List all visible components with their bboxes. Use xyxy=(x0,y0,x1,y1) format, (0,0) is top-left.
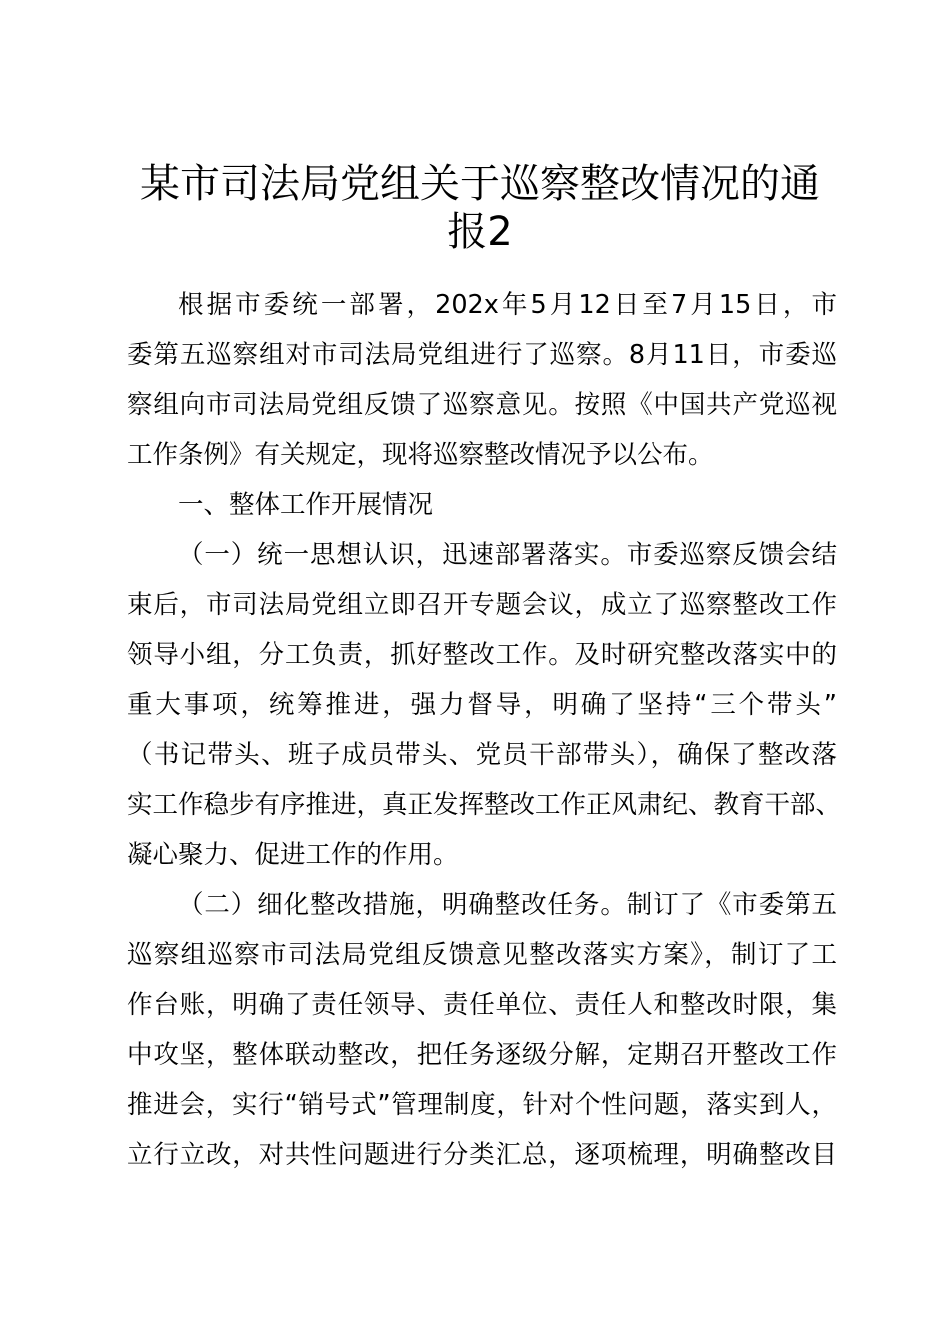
text-line: 推进会，实行“销号式”管理制度，针对个性问题，落实到人， xyxy=(127,1090,837,1120)
text-line: 领导小组，分工负责，抓好整改工作。及时研究整改落实中的 xyxy=(127,640,837,670)
title-line: 某市司法局党组关于巡察整改情况的通 xyxy=(140,161,820,207)
text-line: 根据市委统一部署，202x年5月12日至7月15日，市 xyxy=(178,290,837,320)
text-line: 重大事项，统筹推进，强力督导，明确了坚持“三个带头” xyxy=(127,690,837,720)
text-line: 实工作稳步有序推进，真正发挥整改工作正风肃纪、教育干部、 xyxy=(127,790,842,820)
text-line: 立行立改，对共性问题进行分类汇总，逐项梳理，明确整改目 xyxy=(127,1140,837,1170)
text-line: （二）细化整改措施，明确整改任务。制订了《市委第五 xyxy=(178,890,837,920)
paragraph-1 xyxy=(127,530,842,880)
text-line: （一）统一思想认识，迅速部署落实。市委巡察反馈会结 xyxy=(178,540,837,570)
document-title xyxy=(120,160,840,256)
text-line: 作台账，明确了责任领导、责任单位、责任人和整改时限，集 xyxy=(127,990,837,1020)
title-line: 报2 xyxy=(447,209,513,255)
text-line: （书记带头、班子成员带头、党员干部带头），确保了整改落 xyxy=(127,740,837,770)
text-line: 察组向市司法局党组反馈了巡察意见。按照《中国共产党巡视 xyxy=(127,390,837,420)
paragraph-2 xyxy=(127,880,837,1180)
text-line: 中攻坚，整体联动整改，把任务逐级分解，定期召开整改工作 xyxy=(127,1040,837,1070)
text-line: 委第五巡察组对市司法局党组进行了巡察。8月11日，市委巡 xyxy=(127,340,837,370)
text-line: 工作条例》有关规定，现将巡察整改情况予以公布。 xyxy=(127,440,714,470)
section-heading xyxy=(127,480,837,530)
document-body xyxy=(127,280,842,1180)
paragraph-intro xyxy=(127,280,837,480)
text-line: 凝心聚力、促进工作的作用。 xyxy=(127,840,459,870)
text-line: 巡察组巡察市司法局党组反馈意见整改落实方案》，制订了工 xyxy=(127,940,837,970)
text-line: 束后，市司法局党组立即召开专题会议，成立了巡察整改工作 xyxy=(127,590,837,620)
text-line: 一、整体工作开展情况 xyxy=(178,490,434,520)
